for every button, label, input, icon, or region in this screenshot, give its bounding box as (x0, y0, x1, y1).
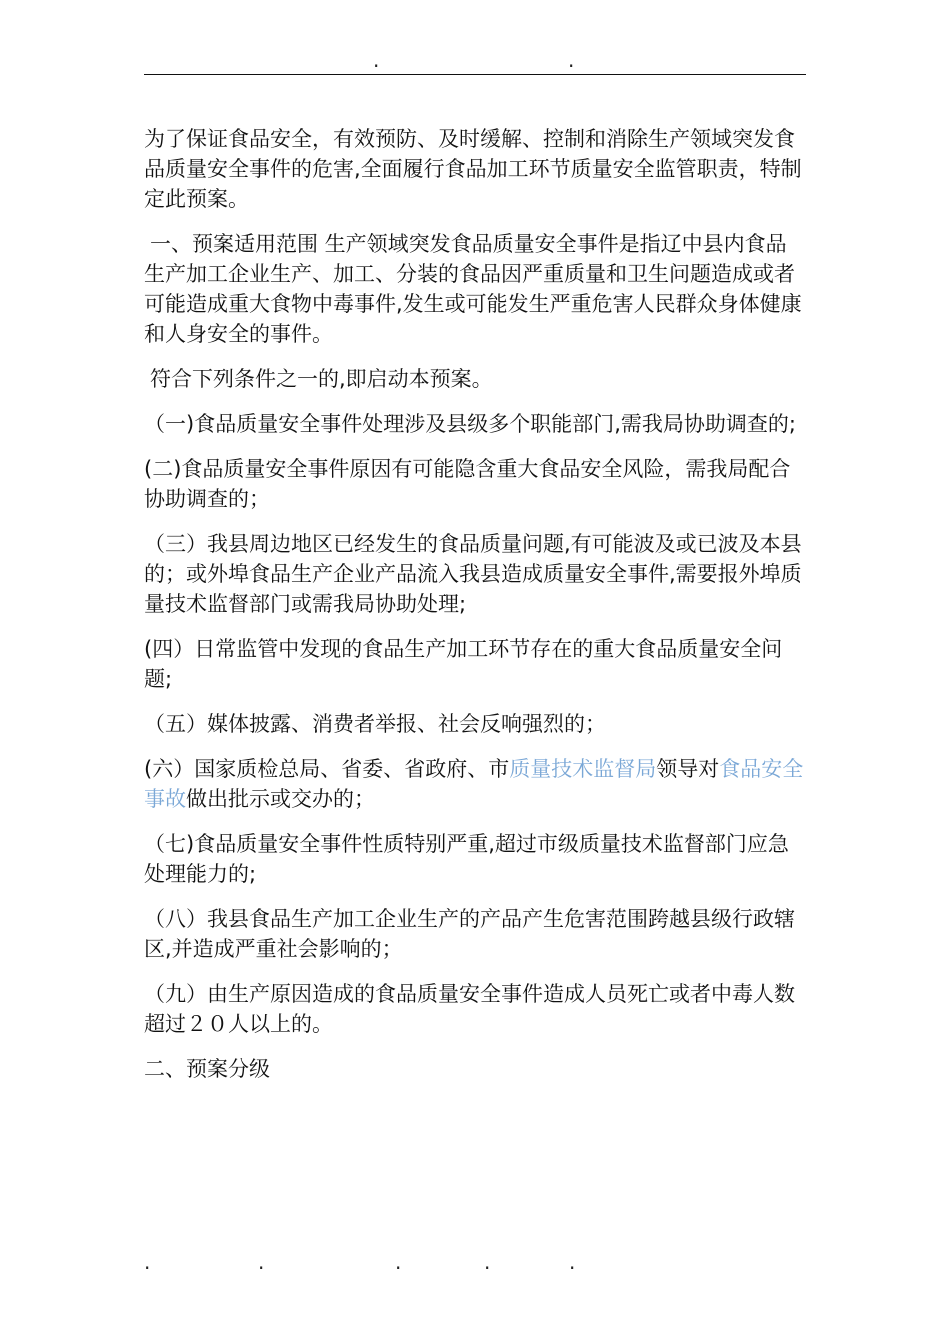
header-dot: . (568, 48, 575, 72)
condition-item-6 (144, 754, 806, 814)
scope-paragraph: 一、预案适用范围 生产领域突发食品质量安全事件是指辽中县内食品生产加工企业生产、加工、分装的食品因严重质量和卫生问题造成或者可能造成重大食物中毒事件,发生或可能发生严重危害人民群众身体健康和人身安全的事件。 (144, 232, 802, 346)
condition-item-7: （七)食品质量安全事件性质特别严重,超过市级质量技术监督部门应急处理能力的; (144, 832, 789, 886)
footer-dot: . (395, 1250, 402, 1274)
item6-prefix: (六）国家质检总局、省委、省政府、市 (144, 757, 510, 781)
condition-item-9: （九）由生产原因造成的食品质量安全事件造成人员死亡或者中毒人数超过２０人以上的。 (144, 982, 795, 1036)
footer-dot: . (144, 1250, 151, 1274)
condition-item-3: （三）我县周边地区已经发生的食品质量问题,有可能波及或已波及本县的；或外埠食品生产企业产品流入我县造成质量安全事件,需要报外埠质量技术监督部门或需我局协助处理; (144, 532, 802, 616)
footer-dot: . (569, 1250, 576, 1274)
section-heading-2: 二、预案分级 (144, 1057, 270, 1081)
footer-dot: . (484, 1250, 491, 1274)
condition-item-1: （一)食品质量安全事件处理涉及县级多个职能部门,需我局协助调查的; (144, 412, 796, 436)
quality-bureau-link[interactable]: 质量技术监督局 (509, 757, 657, 781)
footer-dot: . (258, 1250, 265, 1274)
item6-suffix: 做出批示或交办的； (186, 787, 375, 811)
document-body (144, 124, 806, 1099)
condition-item-2: (二)食品质量安全事件原因有可能隐含重大食品安全风险，需我局配合协助调查的； (144, 457, 791, 511)
item6-middle: 领导对 (656, 757, 720, 781)
intro-paragraph: 为了保证食品安全，有效预防、及时缓解、控制和消除生产领域突发食品质量安全事件的危害,全面履行食品加工环节质量安全监管职责，特制定此预案。 (144, 127, 802, 211)
food-safety-accident-link[interactable]: 食品安全事故 (144, 757, 804, 811)
header-rule (144, 74, 806, 75)
header-dot: . (373, 48, 380, 72)
conditions-paragraph: 符合下列条件之一的,即启动本预案。 (150, 367, 493, 391)
condition-item-5: （五）媒体披露、消费者举报、社会反响强烈的； (144, 712, 606, 736)
condition-item-8: （八）我县食品生产加工企业生产的产品产生危害范围跨越县级行政辖区,并造成严重社会影响的； (144, 907, 795, 961)
condition-item-4: (四）日常监管中发现的食品生产加工环节存在的重大食品质量安全问题; (144, 637, 783, 691)
